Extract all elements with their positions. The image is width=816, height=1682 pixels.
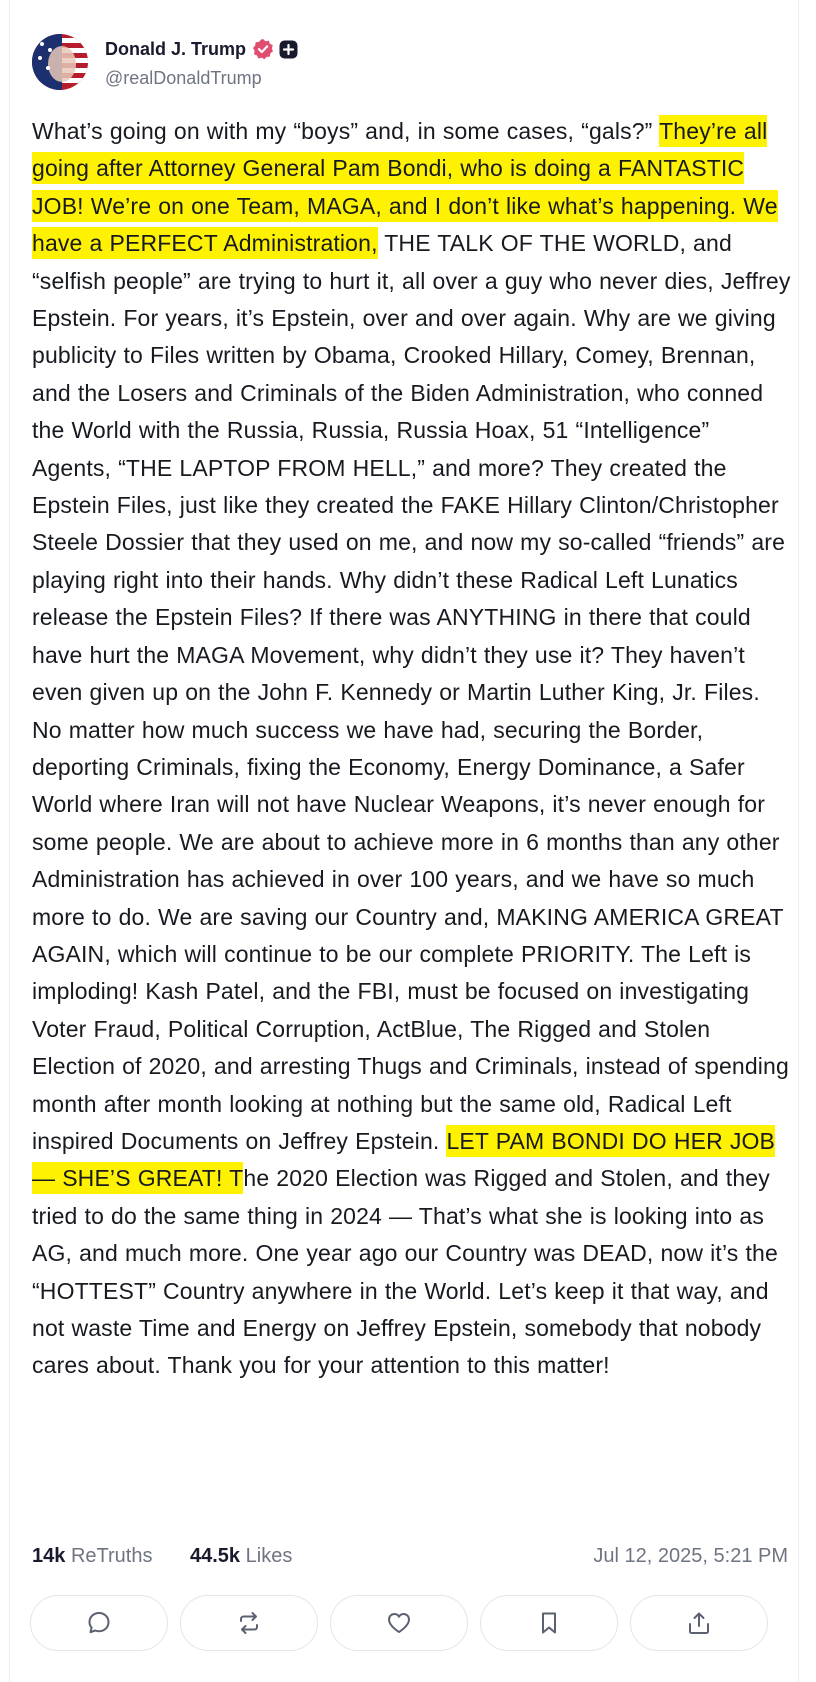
verified-badge-icon bbox=[252, 38, 274, 60]
bookmark-button[interactable] bbox=[480, 1595, 618, 1651]
heart-icon bbox=[385, 1609, 413, 1637]
post-text-segment: THE TALK OF THE WORLD, and “selfish people” are trying to hurt it, all over a guy who never dies, Jeffrey Epstein. For years, it’s Epstein, over and over again. Why are we giving publicity to Files written by Obama, Crooked Hillary, Comey, Brennan, and the Losers and Criminals of the Biden Administration, who conned the World with the Russia, Russia, Russia Hoax, 51 “Intelligence” Agents, “THE LAPTOP FROM HELL,” and more? They created the Epstein Files, just like they created the FAKE Hillary Clinton/Christopher Steele Dossier that they used on me, and now my so-called “friends” are playing right into their hands. Why didn’t these Radical Left Lunatics release the Epstein Files? If there was ANYTHING in there that could have hurt the MAGA Movement, why didn’t they use it? They haven’t even given up on the John F. Kennedy or Martin Luther King, Jr. Files. No matter how much success we have had, securing the Border, deporting Criminals, fixing the Economy, Energy Dominance, a Safer World where Iran will not have Nuclear Weapons, it’s never enough for some people. We are about to achieve more in 6 months than any other Administration has achieved in over 100 years, and we have so much more to do. We are saving our Country and, MAKING AMERICA GREAT AGAIN, which will continue to be our complete PRIORITY. The Left is imploding! Kash Patel, and the FBI, must be focused on investigating Voter Fraud, Political Corruption, ActBlue, The Rigged and Stolen Election of 2020, and arresting Thugs and Criminals, instead of spending month after month looking at nothing but the same old, Radical Left inspired Documents on Jeffrey Epstein. bbox=[32, 230, 791, 1154]
share-button[interactable] bbox=[630, 1595, 768, 1651]
retruths-stat[interactable] bbox=[32, 1545, 152, 1568]
post-card bbox=[9, 0, 799, 1682]
author-handle[interactable]: @realDonaldTrump bbox=[105, 68, 262, 88]
post-body bbox=[32, 113, 792, 1385]
post-stats bbox=[32, 1545, 788, 1575]
likes-stat[interactable] bbox=[190, 1545, 292, 1568]
repost-icon bbox=[235, 1609, 263, 1637]
highlighted-text: LET PAM BONDI DO HER JOB — SHE’S GREAT! T bbox=[32, 1125, 775, 1194]
avatar-image bbox=[32, 34, 88, 90]
retruths-count: 14k bbox=[32, 1545, 66, 1567]
avatar[interactable] bbox=[32, 34, 88, 90]
post-timestamp[interactable]: Jul 12, 2025, 5:21 PM bbox=[593, 1545, 788, 1567]
plus-badge-icon bbox=[279, 40, 298, 59]
action-bar bbox=[30, 1595, 790, 1653]
comment-icon bbox=[85, 1609, 113, 1637]
share-icon bbox=[685, 1609, 713, 1637]
author-name[interactable]: Donald J. Trump bbox=[105, 38, 247, 59]
name-row bbox=[105, 38, 298, 60]
post-header bbox=[32, 34, 772, 94]
highlighted-text: They’re all going after Attorney General Pam Bondi, who is doing a FANTASTIC JOB! We’re on one Team, MAGA, and I don’t like what’s happening. We have a PERFECT Administration, bbox=[32, 115, 778, 259]
post-text-segment: What’s going on with my “boys” and, in some cases, “gals?” bbox=[32, 118, 660, 144]
retruths-label: ReTruths bbox=[70, 1545, 153, 1567]
reply-button[interactable] bbox=[30, 1595, 168, 1651]
bookmark-icon bbox=[535, 1609, 563, 1637]
likes-label: Likes bbox=[245, 1545, 293, 1567]
post-text-segment: he 2020 Election was Rigged and Stolen, and they tried to do the same thing in 2024 — That’s what she is looking into as AG, and much more. One year ago our Country was DEAD, now it’s the “HOTTEST” Country anywhere in the World. Let’s keep it that way, and not waste Time and Energy on Jeffrey Epstein, somebody that nobody cares about. Thank you for your attention to this matter! bbox=[32, 1165, 778, 1379]
like-button[interactable] bbox=[330, 1595, 468, 1651]
likes-count: 44.5k bbox=[190, 1545, 241, 1567]
retruth-button[interactable] bbox=[180, 1595, 318, 1651]
